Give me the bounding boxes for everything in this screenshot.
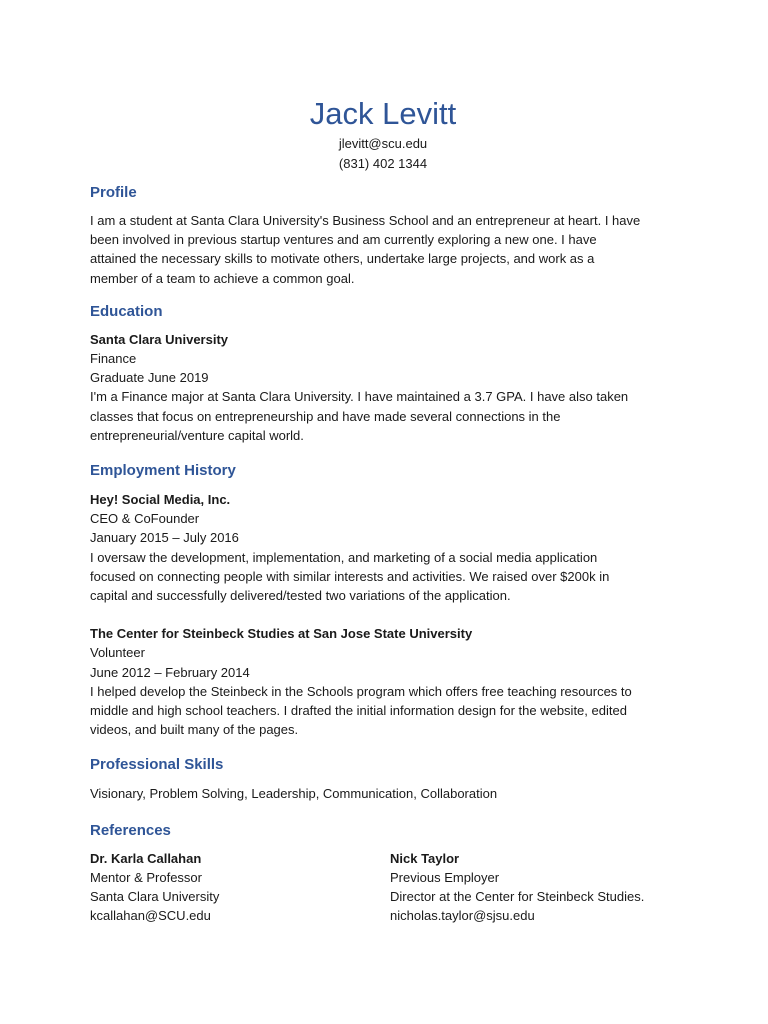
reference-role: Previous Employer bbox=[390, 869, 500, 885]
employment-section bbox=[90, 461, 690, 739]
email-address: jlevitt@scu.edu bbox=[338, 136, 428, 151]
profile-line: I am a student at Santa Clara University's Business School and an entrepreneur at heart. I have bbox=[90, 213, 641, 228]
resume-header bbox=[90, 92, 676, 173]
phone-number: (831) 402 1344 bbox=[338, 155, 428, 171]
job-company: Hey! Social Media, Inc. bbox=[90, 492, 231, 508]
reference-entry bbox=[390, 849, 690, 926]
education-section bbox=[90, 302, 690, 445]
reference-org: Santa Clara University bbox=[90, 889, 220, 905]
education-heading: Education bbox=[90, 302, 163, 320]
resume-page bbox=[90, 92, 690, 925]
reference-org: Director at the Center for Steinbeck Studies. bbox=[390, 889, 645, 905]
job-line: I oversaw the development, implementation, and marketing of a social media application bbox=[90, 549, 598, 565]
references-list bbox=[90, 849, 690, 926]
job-line: I helped develop the Steinbeck in the Schools program which offers free teaching resources to bbox=[90, 683, 632, 699]
job-line: videos, and built many of the pages. bbox=[90, 722, 299, 738]
skills-section bbox=[90, 755, 690, 803]
job-role: Volunteer bbox=[90, 645, 145, 661]
reference-email: kcallahan@SCU.edu bbox=[90, 908, 211, 924]
profile-line: been involved in previous startup ventures and am currently exploring a new one. I have bbox=[90, 232, 597, 248]
job-dates: January 2015 – July 2016 bbox=[90, 530, 239, 546]
education-line: I'm a Finance major at Santa Clara University. I have maintained a 3.7 GPA. I have also taken bbox=[90, 389, 629, 405]
profile-line: member of a team to achieve a common goal. bbox=[90, 270, 355, 286]
employment-heading: Employment History bbox=[90, 462, 236, 480]
job-line: focused on connecting people with similar interests and activities. We raised over $200k in bbox=[90, 568, 610, 584]
reference-email: nicholas.taylor@sjsu.edu bbox=[390, 908, 535, 924]
school-name: Santa Clara University bbox=[90, 331, 229, 347]
job-line: capital and successfully delivered/tested two variations of the application. bbox=[90, 588, 511, 604]
skills-list: Visionary, Problem Solving, Leadership, Communication, Collaboration bbox=[90, 786, 498, 802]
graduation-date: Graduate June 2019 bbox=[90, 370, 209, 386]
job-line: middle and high school teachers. I drafted the initial information design for the website, edited bbox=[90, 703, 627, 719]
profile-text bbox=[90, 211, 690, 288]
skills-heading: Professional Skills bbox=[90, 756, 224, 774]
reference-entry bbox=[90, 849, 390, 926]
profile-heading: Profile bbox=[90, 184, 137, 201]
references-heading: References bbox=[90, 821, 171, 839]
education-line: classes that focus on entrepreneurship and have made several connections in the bbox=[90, 408, 561, 424]
profile-line: attained the necessary skills to motivate others, undertake large projects, and work as a bbox=[90, 251, 595, 267]
reference-name: Nick Taylor bbox=[390, 850, 460, 866]
job-company: The Center for Steinbeck Studies at San Jose State University bbox=[90, 626, 473, 642]
job-role: CEO & CoFounder bbox=[90, 511, 200, 527]
candidate-name: Jack Levitt bbox=[309, 96, 457, 131]
references-section bbox=[90, 821, 690, 926]
job-dates: June 2012 – February 2014 bbox=[90, 664, 250, 680]
reference-role: Mentor & Professor bbox=[90, 869, 202, 885]
major: Finance bbox=[90, 351, 137, 367]
job-entry bbox=[90, 490, 690, 605]
education-line: entrepreneurial/venture capital world. bbox=[90, 427, 304, 443]
reference-name: Dr. Karla Callahan bbox=[90, 850, 202, 866]
profile-section bbox=[90, 183, 690, 288]
job-entry bbox=[90, 624, 690, 739]
